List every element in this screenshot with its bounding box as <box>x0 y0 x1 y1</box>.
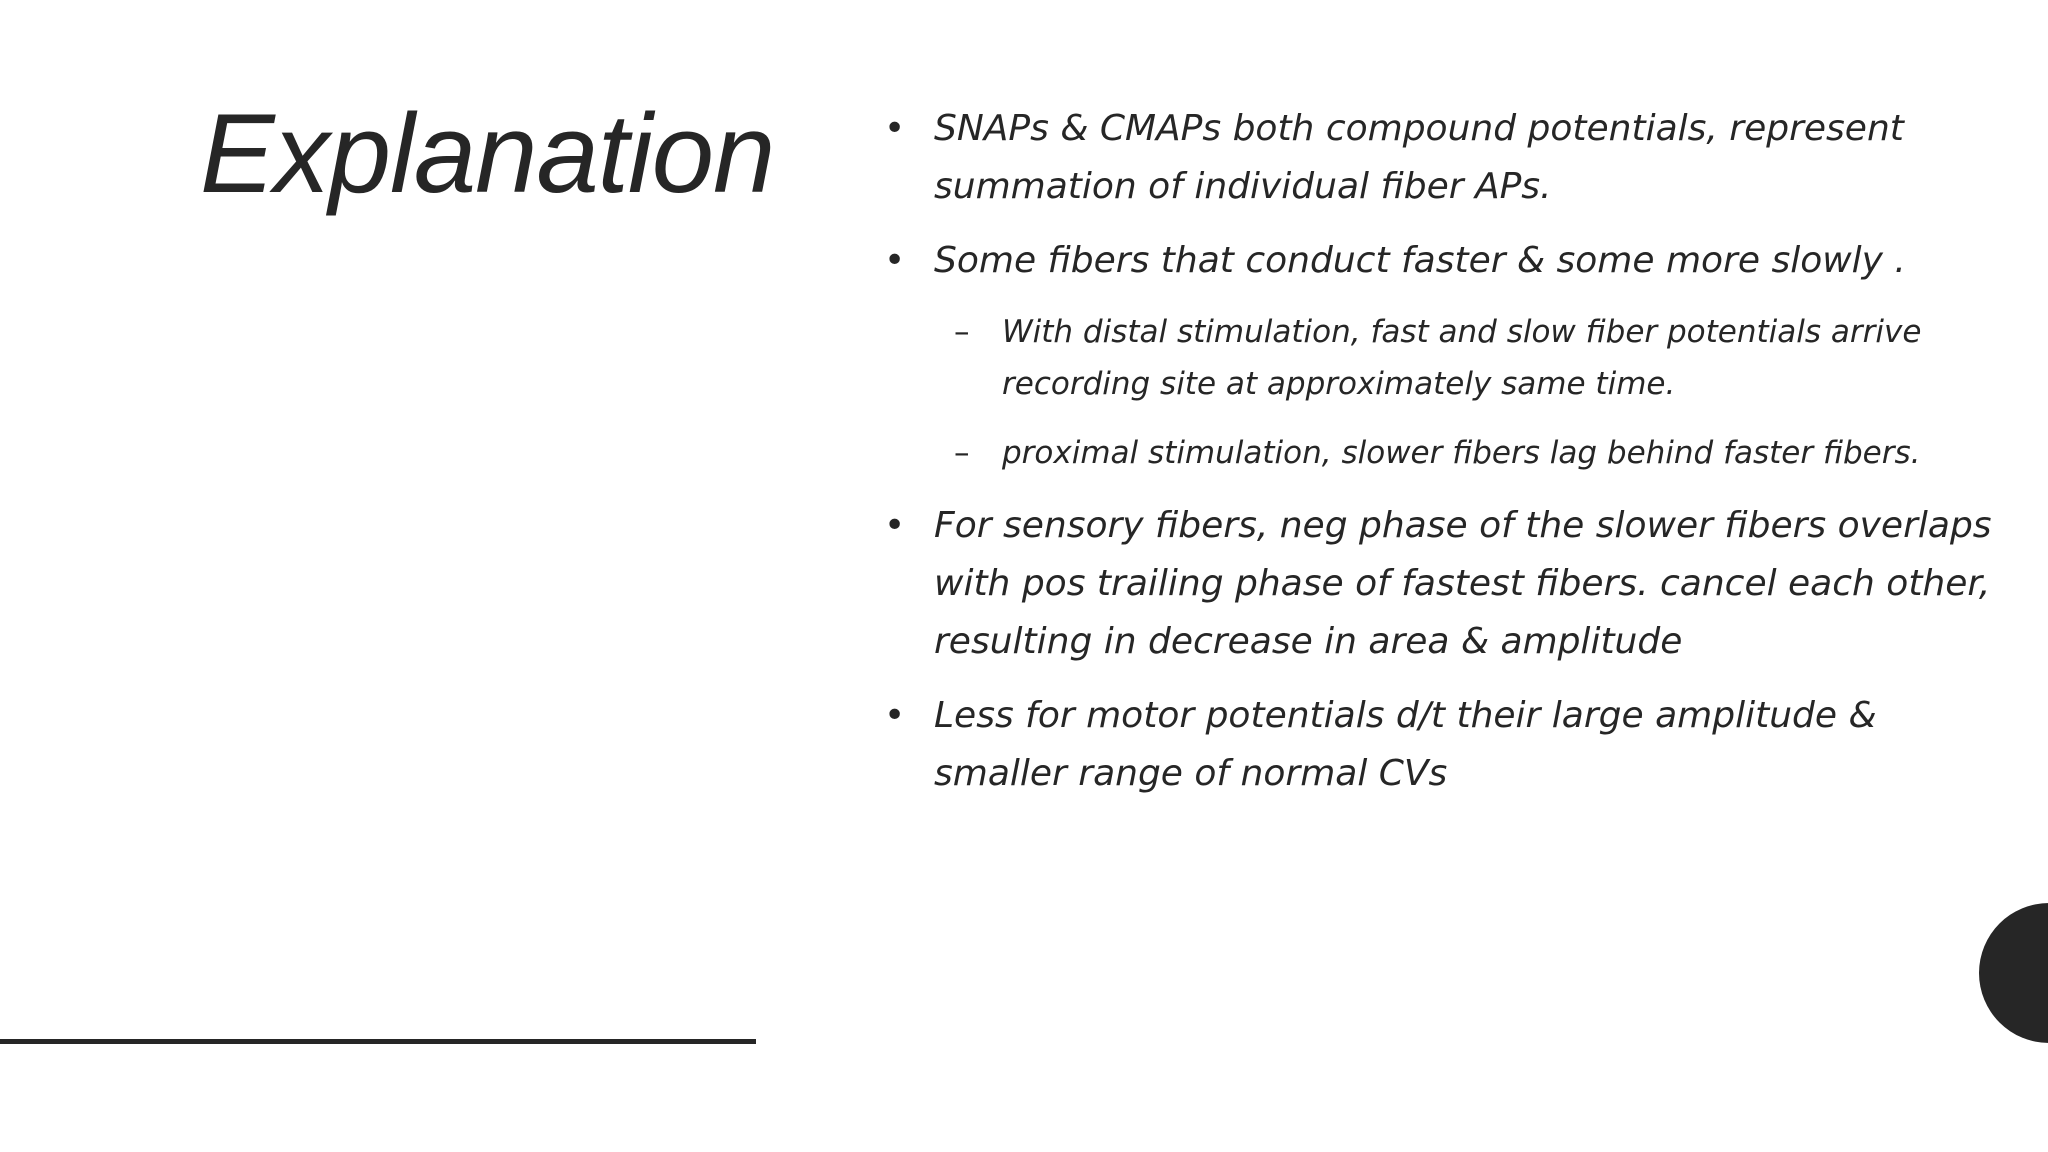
sub-bullet-text: With distal stimulation, fast and slow fiber potentials arrive recording site at approximately same time. <box>1002 314 1922 402</box>
slide-content <box>884 100 2004 819</box>
bullet-marker: • <box>884 108 906 149</box>
bullet-item <box>884 232 2004 290</box>
bullet-text: Less for motor potentials d/t their large amplitude & smaller range of normal CVs <box>934 695 1877 794</box>
sub-bullet-item <box>884 427 2004 479</box>
sub-bullet-marker: – <box>954 314 970 350</box>
slide-title: Explanation <box>200 91 775 216</box>
bullet-item <box>884 687 2004 803</box>
bullet-marker: • <box>884 695 906 736</box>
bullet-text: Some fibers that conduct faster & some more slowly . <box>934 240 1906 281</box>
bullet-list <box>884 497 2004 803</box>
sub-bullet-item <box>884 306 2004 410</box>
decorative-circle <box>1979 903 2048 1043</box>
bullet-text: For sensory fibers, neg phase of the slower fibers overlaps with pos trailing phase of fastest fibers. cancel each other, resulting in decrease in area & amplitude <box>934 505 1992 662</box>
bullet-item <box>884 100 2004 216</box>
bullet-text: SNAPs & CMAPs both compound potentials, represent summation of individual fiber APs. <box>934 108 1904 207</box>
bullet-list <box>884 100 2004 290</box>
sub-bullet-marker: – <box>954 435 970 471</box>
bullet-marker: • <box>884 240 906 281</box>
sub-bullet-list <box>884 306 2004 479</box>
sub-bullet-text: proximal stimulation, slower fibers lag behind faster fibers. <box>1002 435 1921 471</box>
bullet-marker: • <box>884 505 906 546</box>
title-underline-rule <box>0 1039 756 1044</box>
bullet-item <box>884 497 2004 671</box>
